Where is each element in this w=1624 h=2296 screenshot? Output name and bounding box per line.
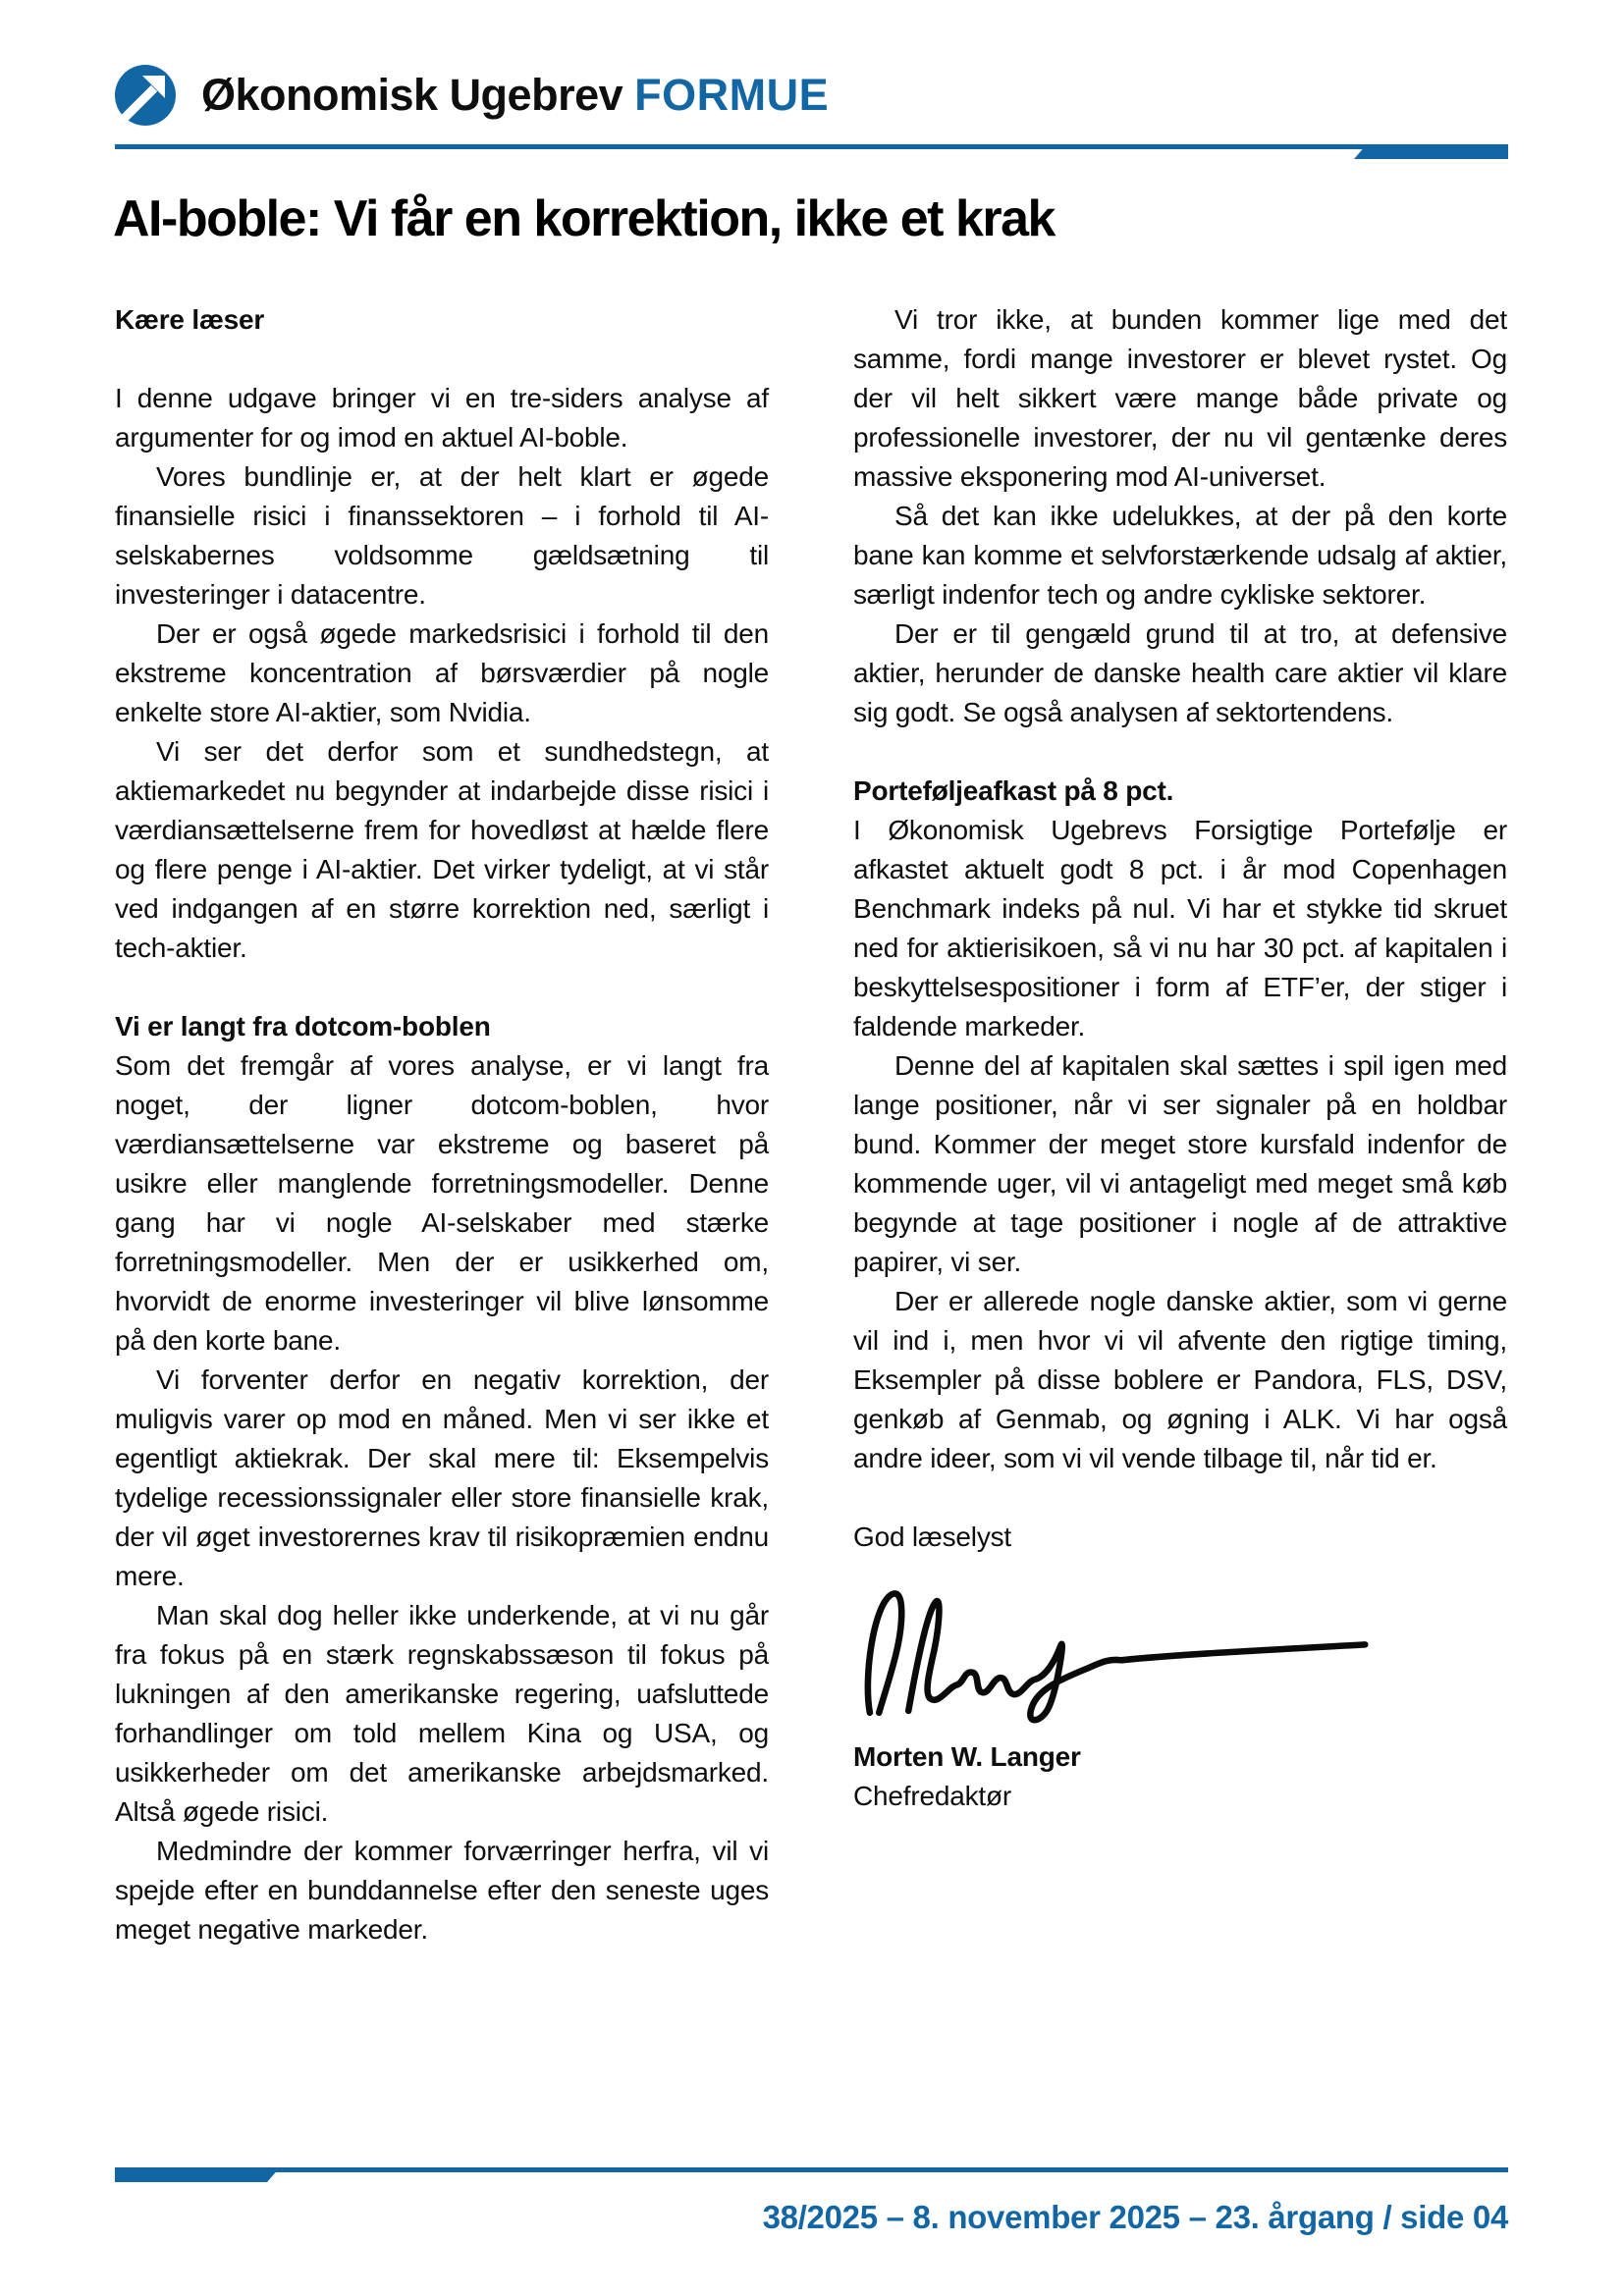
paragraph: Vores bundlinje er, at der helt klart er øgede finansielle risici i finanssektoren – i forhold til AI-selskabernes voldsomme gældsætning til investeringer i datacentre.: [115, 461, 769, 610]
footer-rule: [115, 2167, 1508, 2182]
footer-issue-line: 38/2025 – 8. november 2025 – 23. årgang / side 04: [762, 2199, 1508, 2235]
brand-name: Økonomisk Ugebrev: [201, 70, 623, 120]
section-subhead: Vi er langt fra dotcom-boblen: [115, 1011, 491, 1041]
paragraph: Der er til gengæld grund til at tro, at defensive aktier, herunder de danske health care aktier vil klare sig godt. Se også analysen af sektortendens.: [853, 618, 1507, 727]
section-subhead: Porteføljeafkast på 8 pct.: [853, 775, 1174, 806]
paragraph: I denne udgave bringer vi en tre-siders analyse af argumenter for og imod en aktuel AI-boble.: [115, 383, 769, 453]
footer-rule-line: [115, 2167, 1508, 2172]
right-column-paragraphs: [853, 300, 1507, 1478]
article-title: AI-boble: Vi får en korrektion, ikke et krak: [113, 190, 1055, 247]
left-column-paragraphs: [115, 379, 769, 1949]
paragraph: Vi forventer derfor en negativ korrektion, der muligvis varer op mod en måned. Men vi ser ikke et egentligt aktiekrak. Der skal mere til: Eksempelvis tydelige recessionssignaler eller store finansielle krak, der vil øget investorernes krav til risikopræmien endnu mere.: [115, 1364, 769, 1591]
paragraph: Denne del af kapitalen skal sættes i spil igen med lange positioner, når vi ser signaler på en holdbar bund. Kommer der meget store kursfald indenfor de kommende uger, vil vi antageligt med meget små køb begynde at tage positioner i nogle af de attraktive papirer, vi ser.: [853, 1050, 1507, 1277]
left-column: [115, 300, 769, 1949]
brand-edition: FORMUE: [634, 70, 830, 120]
paragraph: Vi tror ikke, at bunden kommer lige med det samme, fordi mange investorer er blevet rystet. Og der vil helt sikkert være mange både private og professionelle investorer, der nu vil gentænke deres massive eksponering mod AI-universet.: [853, 304, 1507, 492]
paragraph: Man skal dog heller ikke underkende, at vi nu går fra fokus på en stærk regnskabssæson til fokus på lukningen af den amerikanske regering, uafsluttede forhandlinger om told mellem Kina og USA, og usikkerheder om det amerikanske arbejdsmarked. Altså øgede risici.: [115, 1600, 769, 1827]
header-rule-endcap: [1354, 144, 1508, 159]
paragraph: Der er allerede nogle danske aktier, som vi gerne vil ind i, men hvor vi vil afvente den rigtige timing, Eksempler på disse boblere er Pandora, FLS, DSV, genkøb af Genmab, og øgning i ALK. Vi har også andre ideer, som vi vil vende tilbage til, når tid er.: [853, 1286, 1507, 1473]
footer-rule-endcap: [115, 2167, 280, 2182]
paragraph: I Økonomisk Ugebrevs Forsigtige Portefølje er afkastet aktuelt godt 8 pct. i år mod Copenhagen Benchmark indeks på nul. Vi har et stykke tid skruet ned for aktierisikoen, så vi nu har 30 pct. af kapitalen i beskyttelsespositioner i form af ETF’er, der stiger i faldende markeder.: [853, 815, 1507, 1041]
arrow-up-right-icon: [113, 63, 178, 128]
salutation: Kære læser: [115, 304, 265, 335]
brand-wordmark: [201, 70, 829, 121]
signature-image: [853, 1576, 1383, 1724]
header-rule-line: [115, 144, 1508, 149]
paragraph: Der er også øgede markedsrisici i forhold til den ekstreme koncentration af børsværdier på nogle enkelte store AI-aktier, som Nvidia.: [115, 618, 769, 727]
right-column: [853, 300, 1507, 1949]
paragraph: Så det kan ikke udelukkes, at der på den korte bane kan komme et selvforstærkende udsalg af aktier, særligt indenfor tech og andre cykliske sektorer.: [853, 501, 1507, 610]
signature-name: Morten W. Langer: [853, 1741, 1081, 1772]
header-rule: [115, 144, 1508, 159]
article-body: [115, 300, 1508, 1949]
masthead: [113, 63, 829, 128]
paragraph: Medmindre der kommer forværringer herfra, vil vi spejde efter en bunddannelse efter den seneste uges meget negative markeder.: [115, 1836, 769, 1945]
closing-line: God læselyst: [853, 1522, 1011, 1552]
paragraph: Som det fremgår af vores analyse, er vi langt fra noget, der ligner dotcom-boblen, hvor værdiansættelserne var ekstreme og baseret på usikre eller manglende forretningsmodeller. Denne gang har vi nogle AI-selskaber med stærke forretningsmodeller. Men der er usikkerhed om, hvorvidt de enorme investeringer vil blive lønsomme på den korte bane.: [115, 1050, 769, 1356]
brand-logo: [113, 63, 178, 128]
signature-role: Chefredaktør: [853, 1781, 1011, 1811]
paragraph: Vi ser det derfor som et sundhedstegn, at aktiemarkedet nu begynder at indarbejde disse risici i værdiansættelserne frem for hovedløst at hælde flere og flere penge i AI-aktier. Det virker tydeligt, at vi står ved indgangen af en større korrektion ned, særligt i tech-aktier.: [115, 736, 769, 963]
